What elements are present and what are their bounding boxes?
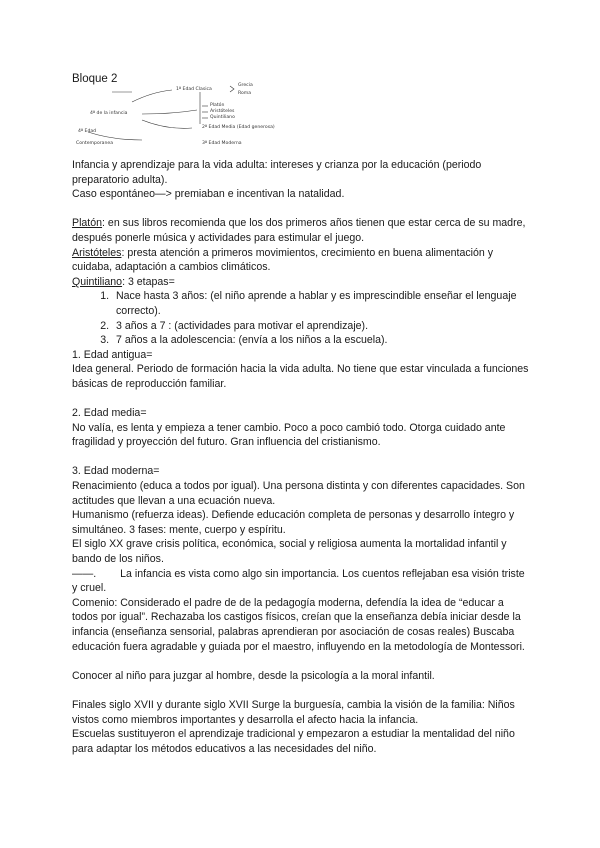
list-item: 1. Nace hasta 3 años: (el niño aprende a hablar y es imprescindible enseñar el lenguaje correcto). <box>112 289 532 318</box>
section-heading: 2. Edad media= <box>72 407 147 420</box>
quintiliano-paragraph <box>72 275 532 290</box>
intro-line: Infancia y aprendizaje para la vida adulta: intereses y crianza por la educación (periodo preparatorio adulta). <box>72 159 482 186</box>
section-text: Idea general. Periodo de formación hacia la vida adulta. No tiene que estar vinculada a funciones básicas de reproducción familiar. <box>72 363 529 390</box>
dash-paragraph <box>72 567 532 596</box>
dash-text: La infancia es vista como algo sin importancia. Los cuentos reflejaban esa visión triste y cruel. <box>72 567 525 595</box>
section-text: Humanismo (refuerza ideas). Defiende educación completa de personas y desarrollo íntegro y simultáneo. 3 fases: mente, cuerpo y espíritu. <box>72 509 515 536</box>
handwritten-diagram <box>72 80 312 152</box>
etapas-list <box>72 289 532 347</box>
sketch-label: 4ª Edad <box>78 129 97 134</box>
sketch-label: 3ª Edad Moderna <box>202 141 242 146</box>
quintiliano-text: : 3 etapas= <box>122 275 175 288</box>
platon-text: : en sus libros recomienda que los dos primeros años tienen que estar cerca de su madre, después ponerle música y actividades para estimular el juego. <box>72 217 526 244</box>
section-text: No valía, es lenta y empieza a tener cambio. Poco a poco cambió todo. Otorga cuidado ante fragilidad y proyección del futuro. Gran influencia del cristianismo. <box>72 421 506 449</box>
dash-mark: ——. <box>72 567 97 580</box>
quintiliano-name: Quintiliano <box>72 275 123 288</box>
document-body <box>72 158 532 756</box>
finales-paragraph: Escuelas sustituyeron el aprendizaje tradicional y empezaron a estudiar la mentalidad del niño para adaptar los métodos educativos a las necesidades del niño. <box>72 728 515 755</box>
aristoteles-text: : presta atención a primeros movimientos, crecimiento en buena alimentación y cuidaba, adaptación a cambios climáticos. <box>72 246 494 274</box>
intro-line: Caso espontáneo—> premiaban e incentivan la natalidad. <box>72 188 345 201</box>
page-title: Bloque 2 <box>72 73 118 85</box>
sketch-label: Grecia <box>238 83 253 88</box>
conocer-paragraph: Conocer al niño para juzgar al hombre, desde la psicología a la moral infantil. <box>72 669 435 682</box>
section-text: El siglo XX grave crisis política, económica, social y religiosa aumenta la mortalidad infantil y bando de los niños. <box>72 538 507 566</box>
comenio-paragraph: Comenio: Considerado el padre de de la pedagogía moderna, defendía la idea de “educar a todos por igual”. Rechazaba los castigos físicos, creían que la enseñanza debía iniciar desde la infancia (enseñanza sensorial, palabras aprendieran por asociación de cosas reales) Buscaba educación fuera agradable y guiada por el maestro, influyendo en la metodología de Montessori. <box>72 596 525 653</box>
finales-paragraph: Finales siglo XVII y durante siglo XVII Surge la burguesía, cambia la visión de la familia: Niños vistos como miembros importantes y desarrolla el afecto hacia la infancia. <box>72 698 515 726</box>
platon-name: Platón <box>72 217 103 230</box>
sketch-label: Aristóteles <box>210 109 235 114</box>
section-heading: 3. Edad moderna= <box>72 465 160 478</box>
sketch-label: 1ª Edad Clasica <box>176 87 212 92</box>
sketch-label: 4ª de la infancia <box>90 111 128 116</box>
sketch-label: Platón <box>210 103 225 108</box>
sketch-label: Roma <box>238 91 252 96</box>
sketch-label: 2ª Edad Media (Edad generosa) <box>202 125 275 130</box>
section-text: Renacimiento (educa a todos por igual). Una persona distinta y con diferentes capacidades. Son actitudes que llevan a una ecuación nueva. <box>72 480 525 507</box>
platon-paragraph <box>72 216 532 245</box>
list-item: 3. 7 años a la adolescencia: (envía a los niños a la escuela). <box>112 333 532 348</box>
sketch-label: Quintiliano <box>210 115 235 120</box>
aristoteles-name: Aristóteles <box>72 246 122 259</box>
sketch-label: Contemporanea <box>76 141 114 146</box>
section-heading: 1. Edad antigua= <box>72 348 153 361</box>
aristoteles-paragraph <box>72 246 532 275</box>
list-item: 2. 3 años a 7 : (actividades para motivar el aprendizaje). <box>112 319 532 334</box>
